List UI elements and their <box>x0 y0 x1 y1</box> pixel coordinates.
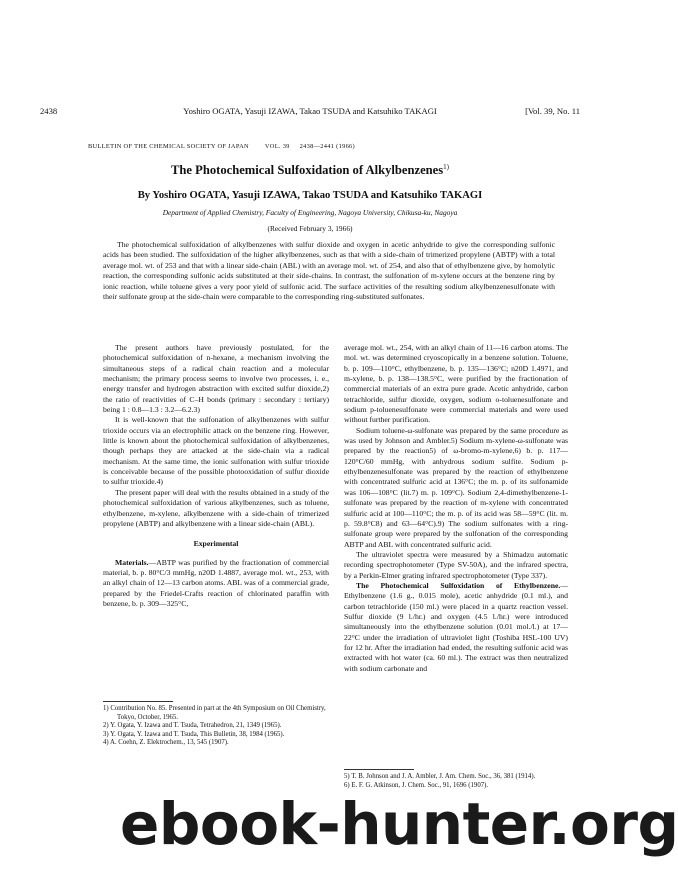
running-header-authors: Yoshiro OGATA, Yasuji IZAWA, Takao TSUDA and Katsuhiko TAKAGI <box>183 106 437 116</box>
journal-pages: 2438—2441 (1966) <box>299 143 355 150</box>
materials-text: —ABTP was purified by the fractionation of commercial material, b. p. 80°C/3 mmHg, n20D 1.4887, average mol. wt., 253, with an alkyl chain of 12—13 carbon atoms. ABL was of a commercial grade, prepared by the Friedel-Crafts reaction of chlorinated paraffin with benzene, b. p. 309—325°C, <box>103 557 329 608</box>
article-title <box>40 163 580 178</box>
footnote-6: 6) E. F. G. Atkinson, J. Chem. Soc., 91, 1696 (1907). <box>344 781 489 789</box>
title-text: The Photochemical Sulfoxidation of Alkylbenzenes <box>170 163 444 178</box>
spectra-paragraph: The ultraviolet spectra were measured by a Shimadzu automatic recording spectrophotometer (Type SV-50A), and the infrared spectra, by a Perkin-Elmer grating infrared spectrophotometer (Type 337). <box>344 549 568 580</box>
footnote-rule <box>103 701 173 702</box>
ethylbenzene-text: —Ethylbenzene (1.6 g., 0.015 mole), acetic anhydride (0.1 ml.), and carbon tetrachloride (150 ml.) were placed in a quartz reaction vessel. Sulfur dioxide (9 l./hr.) and oxygen (4.5 l./hr.) were introduced simultaneously into the ethylbenzene solution (0.01 mol./l.) at 17—22°C under the irradiation of ultraviolet light (Toshiba HSL-100 UV) for 12 hr. After the irradiation had ended, the resulting sulfonic acid was extracted with hot water (ca. 60 ml.). The extract was then neutralized with sodium carbonate and <box>344 580 568 673</box>
ethylbenzene-procedure-paragraph <box>344 581 568 674</box>
journal-line <box>88 143 548 150</box>
intro-paragraph-2: It is well-known that the sulfonation of alkylbenzenes with sulfur trioxide occurs via an electrophilic attack on the benzene ring. However, little is known about the photochemical sulfoxidation of alkylbenzenes, though perhaps they are attacked at the side-chain via a radical mechanism. At the same time, the ionic sulfonation with sulfur trioxide is conceivable because of the possible photooxidation of sulfur dioxide to sulfur trioxide.4) <box>103 415 329 487</box>
footnote-rule <box>344 769 414 770</box>
watermark: ebook-hunter.org <box>120 790 678 858</box>
title-footnote-mark: 1) <box>443 163 450 171</box>
footnotes-left <box>103 701 329 748</box>
left-column <box>103 343 329 609</box>
right-column <box>344 343 568 674</box>
ethylbenzene-label: The Photochemical Sulfoxidation of Ethylbenzene. <box>356 580 561 590</box>
journal-volume: VOL. 39 <box>264 143 290 150</box>
footnote-1: 1) Contribution No. 85. Presented in part at the 4th Symposium on Oil Chemistry, Tokyo, October, 1965. <box>103 705 326 721</box>
footnotes-right <box>344 769 568 790</box>
materials-continued: average mol. wt., 254, with an alkyl chain of 11—16 carbon atoms. The mol. wt. was determined cryoscopically in a benzene solution. Toluene, b. p. 109—110°C, ethylbenzene, b. p. 135—136°C; n20D 1.4971, and m-xylene, b. p. 138—138.5°C, were purified by the fractionation of commercial materials of an extra pure grade. Acetic anhydride, carbon tetrachloride, sulfur dioxide, oxygen, sodium o-toluenesulfonate and sodium p-toluenesulfonate were commercial materials and were used without further purification. <box>344 343 568 425</box>
received-date: (Received February 3, 1966) <box>267 224 353 233</box>
footnote-4: 4) A. Coehn, Z. Elektrochem., 13, 545 (1907). <box>103 739 229 747</box>
footnote-3: 3) Y. Ogata, Y. Izawa and T. Tsuda, This Bulletin, 38, 1984 (1965). <box>103 730 285 738</box>
sulfonate-preparation-paragraph: Sodium toluene-ω-sulfonate was prepared by the same procedure as was used by Johnson and Ambler.5) Sodium m-xylene-ω-sulfonate was prepared by the reaction5) of ω-bromo-m-xylene,6) b. p. 117—120°C/60 mmHg, with anhydrous sodium sulfite. Sodium p-ethylbenzenesulfonate was prepared by the reaction of ethylbenzene with concentrated sulfuric acid at 136°C; the m. p. of its sulfonamide was 106—108°C (lit.7) m. p. 109°C). Sodium 2,4-dimethylbenzene-1-sulfonate was prepared by the reaction of m-xylene with concentrated sulfuric acid at 100—110°C; the m. p. of its acid was 58—59°C (lit. m. p. 59.8°C8) and 63—64°C).9) The sodium sulfonates with a ring-sulfonate group were prepared by the sulfonation of the corresponding ABTP and ABL with concentrated sulfuric acid. <box>344 425 568 549</box>
footnote-5: 5) T. B. Johnson and J. A. Ambler, J. Am. Chem. Soc., 36, 381 (1914). <box>344 773 536 780</box>
materials-paragraph <box>103 558 329 610</box>
materials-label: Materials. <box>115 557 149 567</box>
running-header-volume: [Vol. 39, No. 11 <box>525 106 580 116</box>
page-number: 2438 <box>40 106 58 116</box>
intro-paragraph-3: The present paper will deal with the results obtained in a study of the photochemical sulfoxidation of various alkylbenzenes, such as toluene, ethylbenzene, m-xylene, alkylbenzene with a side-chain of trimerized propylene (ABTP) and alkylbenzene with a linear side-chain (ABL). <box>103 487 329 528</box>
abstract: The photochemical sulfoxidation of alkylbenzenes with sulfur dioxide and oxygen in acetic anhydride to give the corresponding sulfonic acids has been studied. The sulfoxidation of the higher alkylbenzenes, such as that with a side-chain of trimerized propylene (ABTP) with a total average mol. wt. of 253 and that with a linear side-chain (ABL) with an average mol. wt. of 254, and also that of ethylbenzene give, by homolytic reaction, the corresponding sulfonic acids substituted at their side-chains. In contrast, the sulfonation of m-xylene occurs at the benzene ring by ionic reaction, while toluene gives a very poor yield of sulfonic acid. The surface activities of the resulting sodium alkylbenzenesulfonate with their sulfonate group at the side-chain were comparable to the corresponding ring-substituted sulfonates. <box>103 240 555 302</box>
intro-paragraph-1: The present authors have previously postulated, for the photochemical sulfoxidation of n-hexane, a mechanism involving the simultaneous steps of a radical chain reaction and a molecular mechanism; the primary process seems to involve two processes, i. e., energy transfer and hydrogen abstraction with excited sulfur dioxide,2) the ratio of reactivities of C–H bonds (primary : secondary : tertiary) being 1 : 0.8—1.3 : 3.2—6.2.3) <box>103 343 329 415</box>
journal-name: BULLETIN OF THE CHEMICAL SOCIETY OF JAPAN <box>88 143 249 150</box>
footnote-2: 2) Y. Ogata, Y. Izawa and T. Tsuda, Tetrahedron, 21, 1349 (1965). <box>103 722 282 730</box>
affiliation: Department of Applied Chemistry, Faculty of Engineering, Nagoya University, Chikusa-ku, Nagoya <box>162 208 458 217</box>
byline: By Yoshiro OGATA, Yasuji IZAWA, Takao TSUDA and Katsuhiko TAKAGI <box>137 190 483 201</box>
section-heading-experimental: Experimental <box>193 539 239 549</box>
